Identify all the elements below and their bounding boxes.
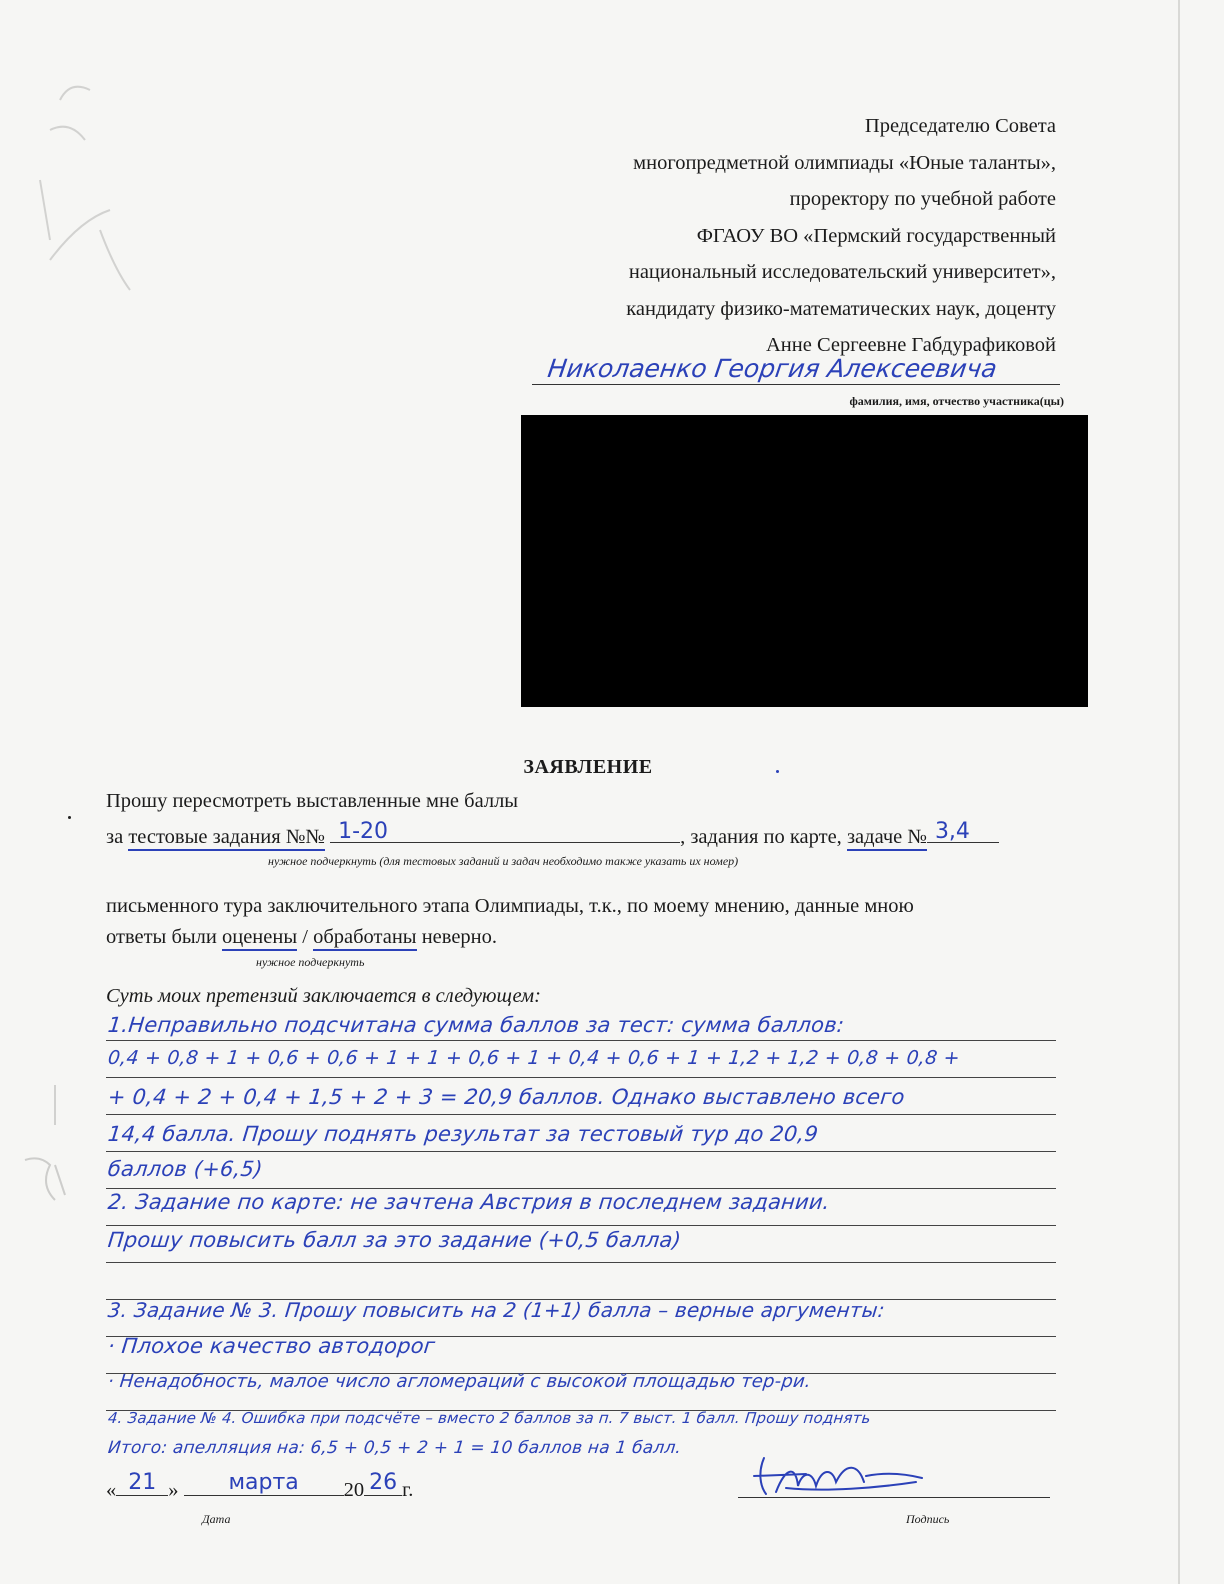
claim-line[interactable]: 14,4 балла. Прошу поднять результат за тестовый тур до 20,9 [106, 1122, 820, 1146]
tests-number-field[interactable] [330, 819, 680, 844]
month-value: марта [228, 1470, 299, 1495]
ruled-line [106, 1077, 1056, 1078]
task-number-value: 3,4 [934, 819, 970, 844]
applicant-name-caption: фамилия, имя, отчество участника(цы) [849, 394, 1064, 408]
answers-were-label: ответы были [106, 926, 217, 948]
claim-line[interactable]: 1.Неправильно подсчитана сумма баллов за тест: сумма баллов: [106, 1013, 846, 1037]
redaction-block [521, 415, 1088, 707]
request-line-tasks [106, 819, 999, 849]
request-line-3 [106, 926, 497, 949]
addressee-line: проректору по учебной работе [789, 188, 1056, 210]
task-label: задаче № [847, 826, 927, 851]
task-number-field[interactable] [927, 819, 999, 844]
claim-line[interactable]: 0,4 + 0,8 + 1 + 0,6 + 0,6 + 1 + 1 + 0,6 + 1 + 0,4 + 0,6 + 1 + 1,2 + 1,2 + 0,8 + 0,8 + [106, 1047, 961, 1069]
day-value: 21 [128, 1470, 157, 1495]
margin-pencil-marks [20, 60, 200, 340]
addressee-line: Председателю Совета [864, 115, 1056, 137]
claim-line[interactable]: Прошу повысить балл за это задание (+0,5 балла) [106, 1228, 683, 1252]
claim-line[interactable]: баллов (+6,5) [106, 1157, 264, 1181]
ruled-line [106, 1040, 1056, 1041]
addressee-line: ФГАОУ ВО «Пермский государственный [696, 224, 1056, 247]
close-quote: » [168, 1479, 179, 1501]
option-slash: / [302, 926, 308, 948]
claim-line[interactable]: + 0,4 + 2 + 0,4 + 1,5 + 2 + 3 = 20,9 баллов. Однако выставлено всего [106, 1085, 906, 1109]
map-label: , задания по карте, [680, 826, 842, 848]
processed-option[interactable]: обработаны [313, 926, 417, 951]
applicant-name-line [532, 384, 1060, 385]
claims-heading: Суть моих претензий заключается в следующем: [106, 985, 541, 1007]
request-line-1: Прошу пересмотреть выставленные мне баллы [106, 790, 519, 812]
claim-line[interactable]: · Плохое качество автодорог [106, 1334, 437, 1358]
addressee-line: многопредметной олимпиады «Юные таланты», [633, 151, 1056, 174]
request-caption: нужное подчеркнуть (для тестовых заданий и задач необходимо также указать их номер) [268, 854, 739, 868]
ruled-line [106, 1151, 1056, 1152]
addressee-block [626, 108, 1056, 364]
year-field[interactable] [364, 1470, 402, 1496]
addressee-line: Анне Сергеевне Габдурафиковой [765, 334, 1056, 356]
ruled-line [106, 1225, 1056, 1226]
open-quote: « [106, 1479, 117, 1501]
year-unit: г. [402, 1479, 414, 1501]
addressee-line: кандидату физико-математических наук, доценту [626, 297, 1056, 320]
year-prefix: 20 [343, 1479, 365, 1501]
tests-label: тестовые задания №№ [128, 826, 325, 851]
claim-line[interactable]: 2. Задание по карте: не зачтена Австрия в последнем задании. [106, 1190, 832, 1214]
signature-line [738, 1497, 1050, 1498]
applicant-name-handwritten[interactable]: Николаенко Георгия Алексеевича [545, 354, 999, 383]
claim-line[interactable]: Итого: апелляция на: 6,5 + 0,5 + 2 + 1 = 10 баллов на 1 балл. [106, 1438, 683, 1458]
evaluated-option[interactable]: оценены [222, 926, 297, 951]
margin-pencil-marks-mid [40, 1080, 70, 1130]
claim-line[interactable]: · Ненадобность, малое число агломераций с высокой площадью тер-ри. [106, 1371, 812, 1392]
stray-mark [776, 770, 779, 773]
page-edge [1178, 0, 1180, 1584]
za-label: за [106, 826, 124, 848]
claim-line[interactable]: 3. Задание № 3. Прошу повысить на 2 (1+1) балла – верные аргументы: [106, 1298, 887, 1322]
month-field[interactable] [184, 1470, 344, 1496]
date-row [106, 1470, 414, 1502]
request-caption-2: нужное подчеркнуть [256, 955, 365, 969]
day-field[interactable] [116, 1470, 168, 1496]
signature-caption: Подпись [906, 1512, 950, 1526]
request-line-2: письменного тура заключительного этапа Олимпиады, т.к., по моему мнению, данные мною [106, 895, 914, 917]
margin-pencil-marks-lower [20, 1150, 80, 1210]
ruled-line [106, 1114, 1056, 1115]
ruled-line [106, 1262, 1056, 1263]
ruled-line [106, 1188, 1056, 1189]
year-value: 26 [369, 1470, 398, 1495]
claim-line[interactable]: 4. Задание № 4. Ошибка при подсчёте – вместо 2 баллов за п. 7 выст. 1 балл. Прошу поднять [107, 1409, 872, 1427]
document-title: ЗАЯВЛЕНИЕ [523, 756, 653, 778]
addressee-line: национальный исследовательский университет», [628, 261, 1056, 283]
tests-number-value: 1-20 [338, 819, 389, 844]
incorrectly-label: неверно. [421, 926, 498, 948]
signature [746, 1452, 926, 1500]
stray-mark [68, 816, 71, 819]
date-caption: Дата [202, 1512, 231, 1526]
